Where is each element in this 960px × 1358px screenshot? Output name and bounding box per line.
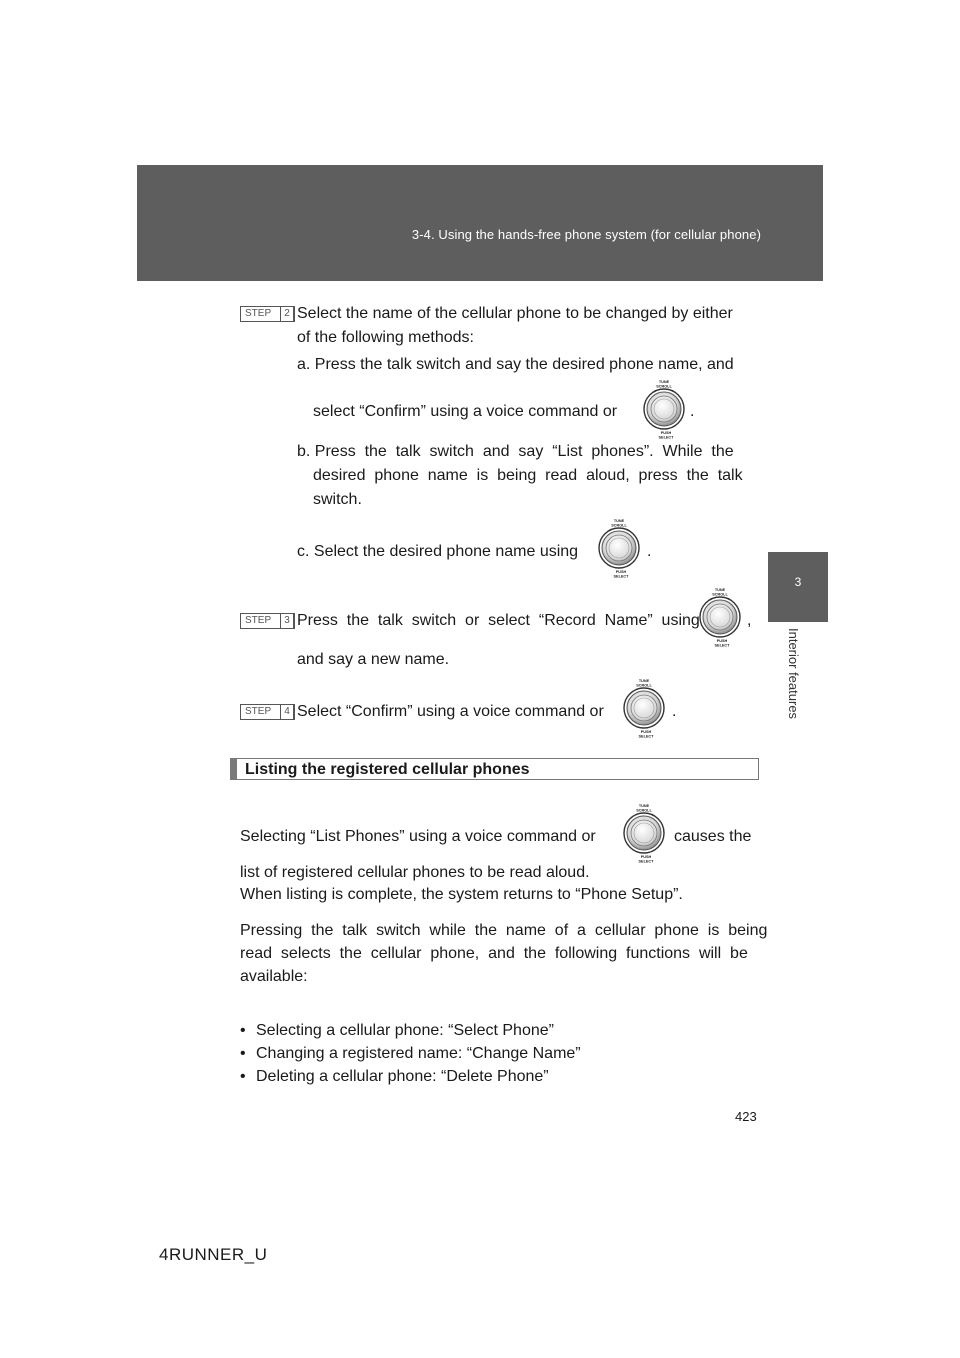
step-number: 3: [280, 613, 294, 629]
section-p2-line2: read selects the cellular phone, and the following functions will be: [240, 945, 748, 962]
step-2-label: [240, 306, 295, 322]
section-title: Listing the registered cellular phones: [245, 761, 530, 778]
chapter-header: [137, 165, 823, 281]
step-3-line1: Press the talk switch or select “Record Name” using: [297, 612, 700, 629]
footer-code: 4RUNNER_U: [159, 1245, 268, 1264]
section-p2-line1: Pressing the talk switch while the name of a cellular phone is being: [240, 922, 768, 939]
step-3-line2: and say a new name.: [297, 651, 450, 668]
step-2b-line1: b. Press the talk switch and say “List phones”. While the: [297, 443, 734, 460]
section-p1-line2: list of registered cellular phones to be read aloud.: [240, 864, 590, 881]
tune-select-knob-icon: [620, 678, 668, 740]
step-2a-period: .: [690, 403, 695, 420]
step-2c-period: .: [647, 543, 652, 560]
step-number: 2: [280, 306, 294, 322]
step-2a-line2: select “Confirm” using a voice command or: [313, 403, 618, 420]
step-4-period: .: [672, 703, 677, 720]
step-2a-line1: a. Press the talk switch and say the desired phone name, and: [297, 356, 734, 373]
step-2b-line3: switch.: [313, 491, 362, 508]
chapter-number: 3: [794, 575, 802, 589]
section-header: [230, 758, 759, 780]
step-3-comma: ,: [747, 612, 752, 629]
step-2b-line2: desired phone name is being read aloud, press the talk: [313, 467, 743, 484]
step-2c-line1: c. Select the desired phone name using: [297, 543, 579, 560]
page-number: 423: [735, 1109, 757, 1124]
list-item: • Selecting a cellular phone: “Select Phone”: [240, 1019, 760, 1042]
chapter-label: Interior features: [786, 628, 801, 720]
section-p2-line3: available:: [240, 968, 308, 985]
list-item: • Deleting a cellular phone: “Delete Phone”: [240, 1065, 760, 1088]
section-p1-line3: When listing is complete, the system returns to “Phone Setup”.: [240, 886, 683, 903]
chapter-tab: [768, 552, 828, 622]
step-2-intro-line1: Select the name of the cellular phone to be changed by either: [297, 305, 733, 322]
step-number: 4: [280, 704, 294, 720]
step-3-label: [240, 613, 295, 629]
tune-select-knob-icon: [620, 803, 668, 865]
step-tag: STEP: [245, 615, 272, 626]
list-item: • Changing a registered name: “Change Name”: [240, 1042, 760, 1065]
tune-select-knob-icon: [595, 518, 643, 580]
function-list: [240, 1019, 760, 1088]
step-2-intro-line2: of the following methods:: [297, 329, 474, 346]
section-p1-line1-end: causes the: [674, 828, 752, 845]
tune-select-knob-icon: [640, 379, 688, 441]
step-tag: STEP: [245, 706, 272, 717]
step-4-line1: Select “Confirm” using a voice command or: [297, 703, 604, 720]
tune-select-knob-icon: [696, 587, 744, 649]
step-tag: STEP: [245, 308, 272, 319]
section-p1-line1: Selecting “List Phones” using a voice command or: [240, 828, 596, 845]
step-4-label: [240, 704, 295, 720]
header-title: 3-4. Using the hands-free phone system (for cellular phone): [411, 227, 761, 242]
